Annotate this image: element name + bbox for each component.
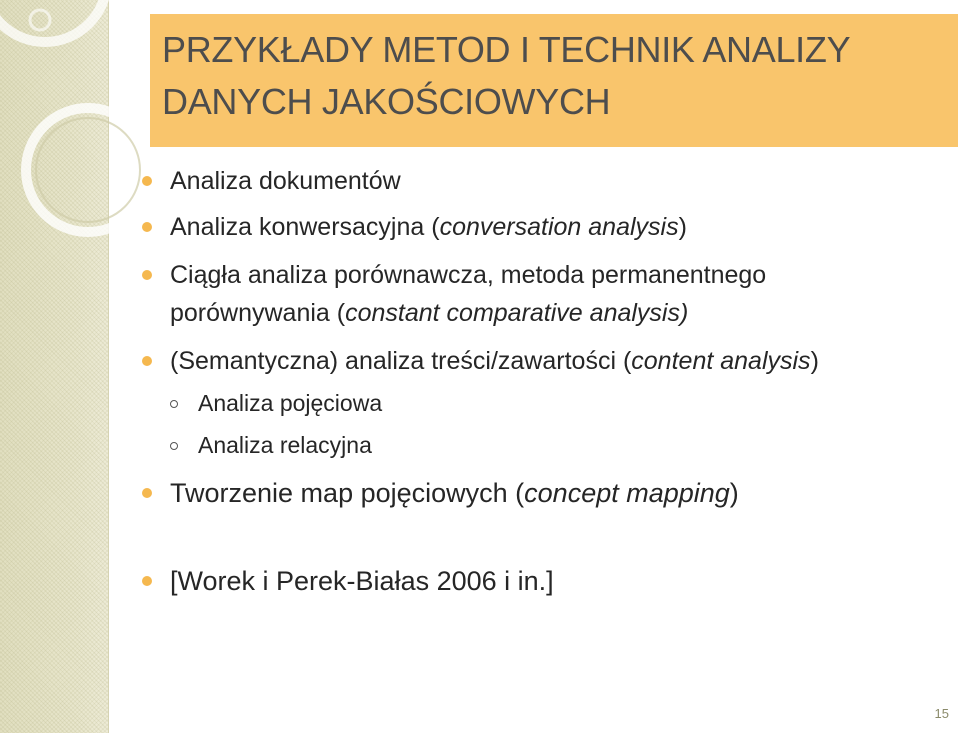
list-item bbox=[140, 208, 940, 246]
bullet-list bbox=[140, 162, 940, 600]
bullet-dot-icon bbox=[142, 222, 152, 232]
item-text: Tworzenie map pojęciowych ( bbox=[170, 478, 525, 508]
page-number: 15 bbox=[934, 706, 949, 721]
bullet-dot-icon bbox=[142, 270, 152, 280]
item-text: Analiza pojęciowa bbox=[198, 390, 383, 416]
list-item bbox=[140, 474, 940, 512]
bullet-dot-icon bbox=[142, 576, 152, 586]
page-title: PRZYKŁADY METOD I TECHNIK ANALIZY DANYCH JAKOŚCIOWYCH bbox=[162, 29, 850, 122]
item-text: [Worek i Perek-Białas 2006 i in.] bbox=[170, 566, 554, 596]
sub-list-item bbox=[140, 382, 940, 424]
item-tail: ) bbox=[678, 213, 687, 241]
bullet-dot-icon bbox=[142, 356, 152, 366]
item-italic: concept mapping bbox=[524, 478, 730, 508]
item-tail: ) bbox=[729, 478, 739, 508]
bullet-ring-icon bbox=[170, 442, 178, 450]
item-text: Analiza dokumentów bbox=[170, 167, 401, 195]
item-text: Ciągła analiza porównawcza, metoda permanentnego porównywania ( bbox=[170, 261, 767, 327]
item-italic: content analysis bbox=[631, 347, 811, 375]
bullet-ring-icon bbox=[170, 400, 178, 408]
item-text: Analiza konwersacyjna ( bbox=[170, 213, 440, 241]
item-italic: constant comparative analysis) bbox=[345, 299, 689, 327]
sub-list-item bbox=[140, 424, 940, 466]
item-text: Analiza relacyjna bbox=[198, 432, 372, 458]
item-text: (Semantyczna) analiza treści/zawartości ( bbox=[170, 347, 632, 375]
item-italic: conversation analysis bbox=[439, 213, 679, 241]
list-item bbox=[140, 562, 940, 600]
list-item bbox=[140, 162, 940, 200]
list-item bbox=[140, 342, 940, 380]
decorative-rings-icon bbox=[0, 0, 160, 260]
list-item bbox=[140, 256, 940, 332]
bullet-dot-icon bbox=[142, 488, 152, 498]
bullet-dot-icon bbox=[142, 176, 152, 186]
item-tail: ) bbox=[810, 347, 819, 375]
